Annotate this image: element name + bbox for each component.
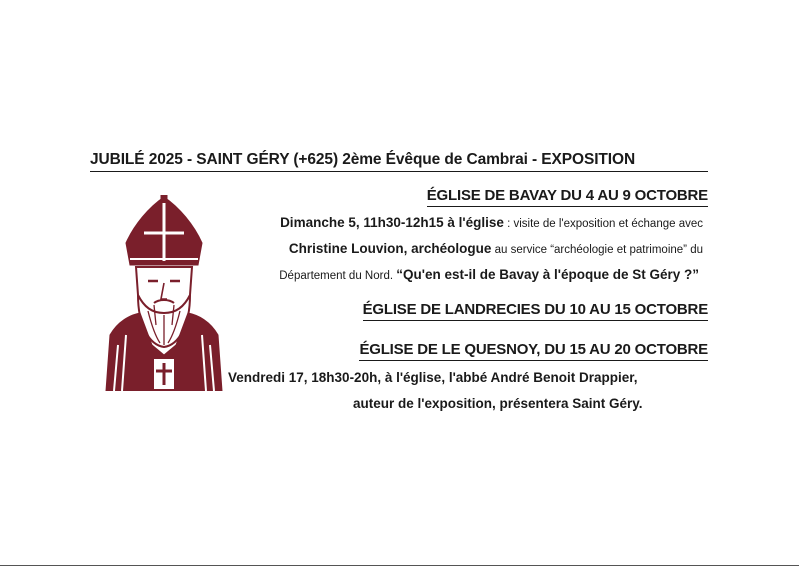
talk-title: “Qu'en est-il de Bavay à l'époque de St Géry ?” bbox=[396, 267, 699, 282]
speaker-affiliation: au service “archéologie et patrimoine” du bbox=[491, 244, 703, 256]
heading-quesnoy: ÉGLISE DE LE QUESNOY, DU 15 AU 20 OCTOBRE bbox=[359, 340, 708, 361]
bavay-event-desc: : visite de l'exposition et échange avec bbox=[503, 218, 703, 230]
bavay-event-time: Dimanche 5, 11h30-12h15 à l'église bbox=[280, 215, 504, 230]
bavay-line-1 bbox=[280, 214, 703, 233]
page-bottom-divider bbox=[0, 565, 799, 566]
bavay-line-2 bbox=[289, 240, 703, 259]
heading-landrecies: ÉGLISE DE LANDRECIES DU 10 AU 15 OCTOBRE bbox=[363, 300, 708, 321]
speaker-department: Département du Nord. bbox=[279, 270, 397, 282]
quesnoy-event: Vendredi 17, 18h30-20h, à l'église, l'abbé André Benoit Drappier, bbox=[228, 370, 638, 385]
speaker-name: Christine Louvion, archéologue bbox=[288, 241, 492, 256]
quesnoy-line-2 bbox=[353, 395, 643, 413]
heading-bavay: ÉGLISE DE BAVAY DU 4 AU 9 OCTOBRE bbox=[427, 186, 708, 207]
quesnoy-event-cont: auteur de l'exposition, présentera Saint Géry. bbox=[353, 396, 643, 411]
quesnoy-line-1 bbox=[228, 369, 638, 387]
page-title: JUBILÉ 2025 - SAINT GÉRY (+625) 2ème Évêque de Cambrai - EXPOSITION bbox=[90, 150, 708, 172]
bavay-line-3 bbox=[279, 266, 699, 285]
bishop-portrait-icon bbox=[104, 195, 224, 391]
